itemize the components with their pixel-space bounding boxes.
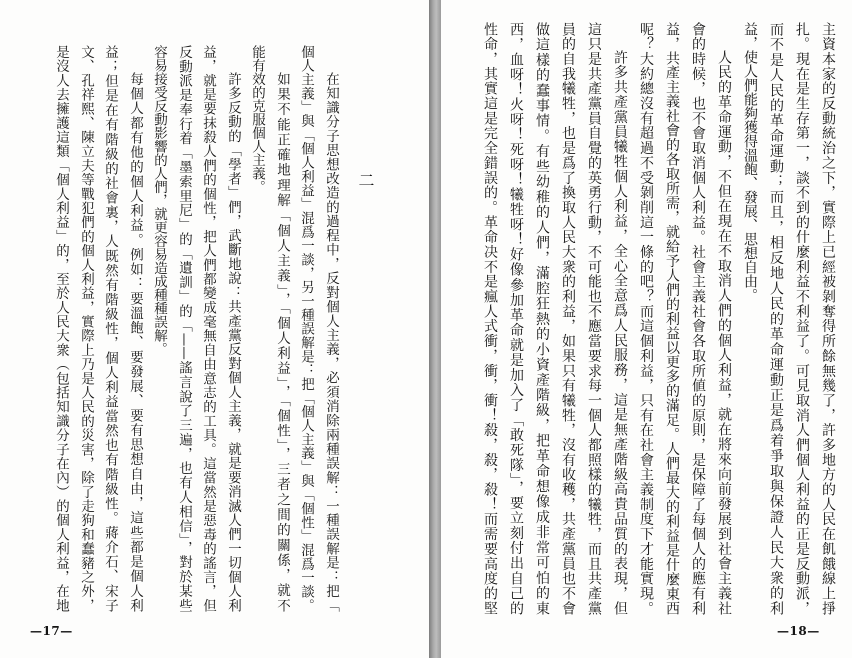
text-column: 主資本家的反動統治之下，實際上已經被剝奪得所餘無幾了，許多地方的人民在飢餓線上掙 [820,22,836,615]
text-column: 呢？大約總沒有超過不受剝削這一條的吧？而這個利益，只有在社會主義制度下才能實現。 [638,22,654,615]
text-column: 在知識分子思想改造的過程中，反對個人主義，必須消除兩種誤解：一種誤解是：把「 [323,72,339,612]
text-column: 益；但是在有階級的社會裏，人既然有階級性，個人利益當然也有階級性。蔣介石、宋子 [102,45,118,612]
section-heading: 二 [356,172,375,188]
text-column: 文、孔祥熙、陳立夫等戰犯們的個人利益，實際上乃是人民的災害，除了走狗和蠢豬之外， [78,45,94,612]
text-column: 每個人都有他的個人利益。例如：要溫飽、要發展、要有思想自由，這些都是個人利 [127,72,143,612]
right-page [441,0,852,658]
text-column: 西，血呀！火呀！死呀！犧牲呀！好像參加革命就是加入了「敢死隊」，要立刻付出自己的 [508,22,524,615]
text-column: 許多共產黨員犧牲個人利益，全心全意爲人民服務，這是無產階級高貴品質的表現，但 [612,50,628,615]
text-column: 人民的革命運動，不但在現在不取消人們的個人利益，就在將來向前發展到社會主義社 [716,50,732,615]
text-column: 員的自我犧牲，也是爲了換取人民大衆的利益，如果只有犧牲，沒有收穫，共產黨員也不會 [560,22,576,615]
text-column: 這只是共產黨員自覺的英勇行動，不可能也不應當要求每一個人都照樣的犧牲，而且共產黨 [586,22,602,615]
text-column: 益，使人們能夠獲得溫飽、發展、思想自由。 [742,22,758,302]
text-column: 許多反動的「學者」們，武斷地說：共產黨反對個人主義，就是要消滅人們一切個人利 [225,72,241,612]
text-column: 如果不能正確地理解「個人主義」，「個人利益」，「個性」，三者之間的關係，就不 [274,72,290,612]
text-column: 益，共產主義社會的各取所需，就給予人們的利益以更多的滿足。人們最大的利益是什麼東西 [664,22,680,615]
text-column: 容易接受反動影響的人們，就更容易造成種種誤解。 [151,45,167,356]
page-number: —17— [30,624,73,638]
text-column: 是沒人去擁護這類「個人利益」的，至於人民大衆（包括知識分子在內）的個人利益，在地 [53,45,69,612]
text-column: 會的時候，也不會取消個人利益。社會主義社會各取所値的原則，是保障了每個人的應有利 [690,22,706,615]
text-column: 而不是人民的革命運動；而且，相反地人民的革命運動正是爲着爭取與保證人民大衆的利 [768,22,784,615]
text-column: 能有效的克服個人主義。 [249,45,265,194]
text-column: 反動派是奉行着「墨索里尼」的「遺訓」的「——謠言說了三遍，也有人相信」，對於某些 [176,45,192,612]
text-column: 做這樣的蠢事情。有些幼稚的人們，滿腔狂熱的小資產階級，把革命想像成非常可怕的東 [534,22,550,615]
text-column: 扎。現在是生存第一，談不到的什麼利益不利益了。可見取消人們個人利益的正是反動派， [794,22,810,615]
text-column: 性命，其實這是完全錯誤的。革命决不是瘋人式衝，衝，衝！殺，殺，殺！而需要高度的堅 [482,22,498,615]
text-column: 個人主義」與「個人利益」混爲一談，另一種誤解是：把「個人主義」與「個性」混爲一談。 [298,45,314,612]
page-number: —18— [777,624,820,638]
text-column: 益，就是要抹殺人們的個性，把人們都變成毫無自由意志的工具。這當然是惡毒的謠言，但 [200,45,216,612]
book-gutter [429,0,441,658]
